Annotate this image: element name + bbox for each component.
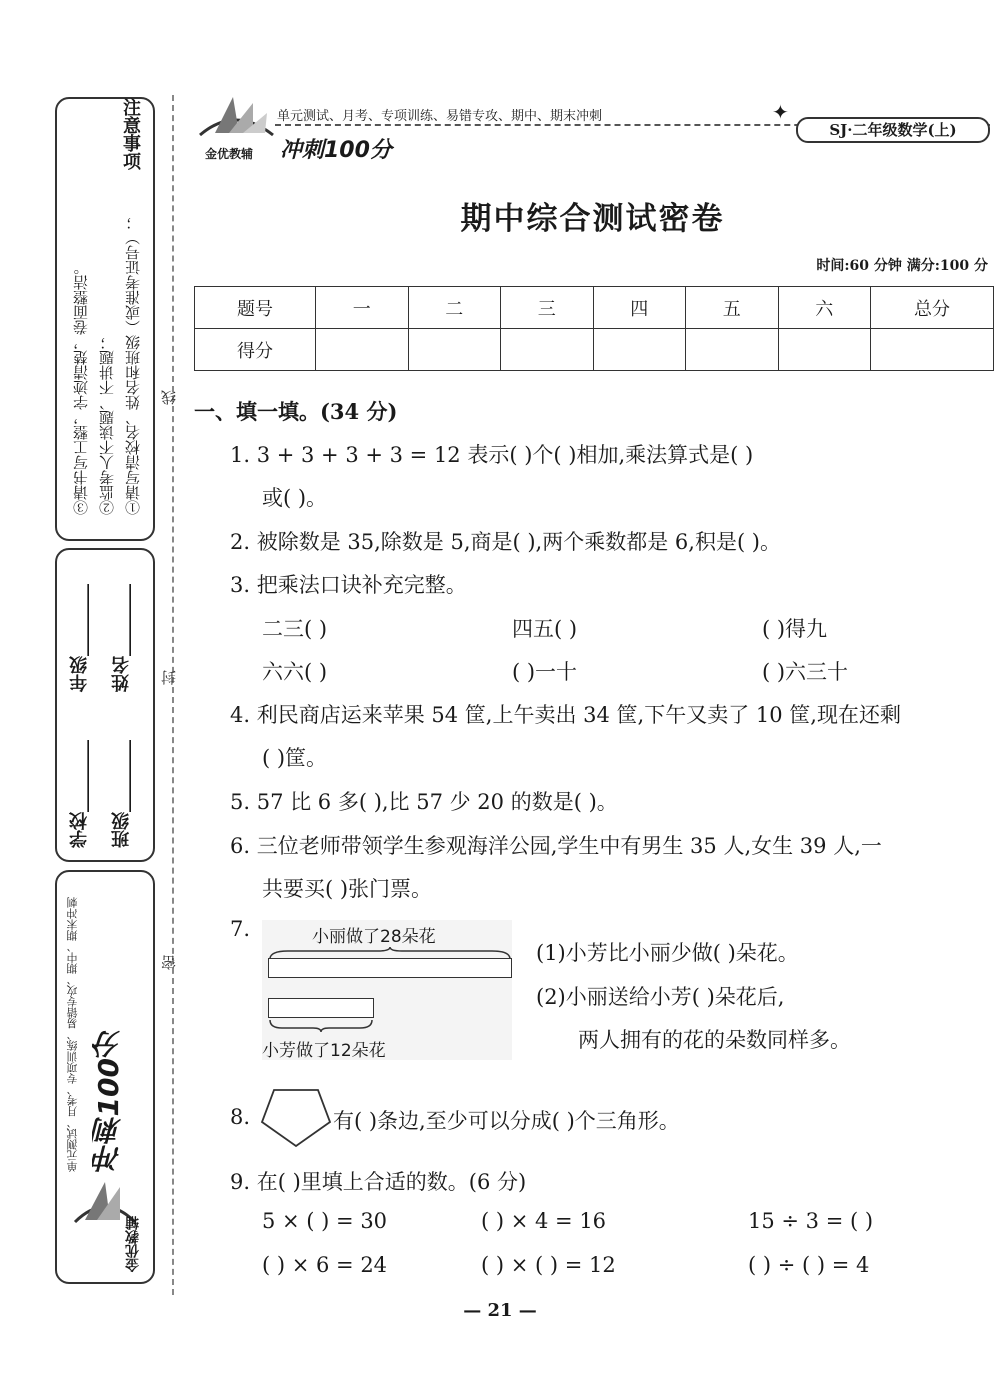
student-info-panel — [55, 548, 155, 862]
cut-word-line: 线 — [160, 390, 178, 405]
cut-word-seal: 封 — [160, 670, 178, 685]
score-table — [194, 286, 994, 371]
score-header-cell: 四 — [593, 287, 686, 329]
score-value-row — [195, 329, 994, 371]
q7-part-3: 两人拥有的花的朵数同样多。 — [578, 1028, 851, 1052]
question-1-line-1: 1. 3 + 3 + 3 + 3 = 12 表示( )个( )相加,乘法算式是( ) — [230, 443, 754, 467]
score-cell[interactable] — [778, 329, 871, 371]
q7-bar-xiaoli — [268, 958, 512, 978]
q9-item: 15 ÷ 3 = ( ) — [748, 1209, 874, 1233]
sparkle-icon: ✦ — [772, 100, 789, 124]
question-2: 2. 被除数是 35,除数是 5,商是( ),两个乘数都是 6,积是( )。 — [230, 530, 782, 554]
q9-item: 5 × ( ) = 30 — [262, 1209, 388, 1233]
score-cell[interactable] — [316, 329, 409, 371]
question-1-line-2: 或( )。 — [262, 486, 328, 510]
name-field: 姓名________ — [111, 584, 132, 692]
ad-brand: 冲刺100分 — [92, 1029, 125, 1172]
question-9: 9. 在( )里填上合适的数。(6 分) — [230, 1170, 527, 1194]
q7-brace-bottom — [268, 1017, 374, 1036]
grade-label: 年级 — [69, 656, 90, 692]
cut-line — [172, 95, 174, 1295]
q9-item: ( ) × 4 = 16 — [481, 1209, 607, 1233]
notice-line-1: ①请写清校名、姓名和班级（或准考证号）； — [124, 215, 142, 515]
notice-lines — [60, 105, 150, 525]
score-header-cell: 题号 — [195, 287, 316, 329]
ad-panel — [55, 870, 155, 1284]
class-label: 班级 — [111, 812, 132, 848]
score-row-label: 得分 — [195, 329, 316, 371]
question-3: 3. 把乘法口诀补充完整。 — [230, 573, 467, 597]
score-cell[interactable] — [686, 329, 779, 371]
subject-badge: SJ·二年级数学(上) — [796, 117, 990, 143]
q7-part-1: (1)小芳比小丽少做( )朵花。 — [536, 941, 799, 965]
q3-item: ( )一十 — [512, 660, 578, 684]
q9-item: ( ) ÷ ( ) = 4 — [748, 1253, 870, 1277]
header-brand: 冲刺100分 — [280, 138, 392, 163]
notice-line-3: ③请书写工整，字迹清楚，卷面整洁。 — [72, 260, 90, 515]
question-6-line-2: 共要买( )张门票。 — [262, 877, 433, 901]
grade-field: 年级________ — [69, 584, 90, 692]
question-8-number: 8. — [230, 1105, 251, 1129]
q3-item: ( )得九 — [762, 617, 828, 641]
question-7-number: 7. — [230, 917, 251, 941]
question-4-line-2: ( )筐。 — [262, 746, 328, 770]
class-field: 班级________ — [111, 740, 132, 848]
q7-diagram — [262, 920, 512, 1060]
logo-icon — [195, 95, 275, 150]
q3-item: 四五( ) — [512, 617, 578, 641]
score-header-cell: 六 — [778, 287, 871, 329]
q3-item: 二三( ) — [262, 617, 328, 641]
score-cell[interactable] — [501, 329, 594, 371]
notice-title: 注意事项 — [120, 98, 141, 170]
score-header-cell: 总分 — [871, 287, 994, 329]
score-cell[interactable] — [593, 329, 686, 371]
pentagon-icon — [260, 1088, 332, 1152]
school-field: 学校________ — [69, 740, 90, 848]
exam-meta: 时间:60 分钟 满分:100 分 — [816, 258, 988, 274]
page-number: — 21 — — [463, 1300, 537, 1321]
q9-item: ( ) × 6 = 24 — [262, 1253, 388, 1277]
q7-label-top: 小丽做了28朵花 — [312, 927, 436, 947]
school-label: 学校 — [69, 812, 90, 848]
score-header-cell: 五 — [686, 287, 779, 329]
question-5: 5. 57 比 6 多( ),比 57 少 20 的数是( )。 — [230, 790, 618, 814]
question-4-line-1: 4. 利民商店运来苹果 54 筐,上午卖出 34 筐,下午又卖了 10 筐,现在还剩 — [230, 703, 901, 727]
logo-text: 金优教辅 — [205, 147, 254, 161]
q7-part-2: (2)小丽送给小芳( )朵花后, — [536, 985, 785, 1009]
score-cell[interactable] — [408, 329, 501, 371]
score-header-cell: 二 — [408, 287, 501, 329]
header-tagline: 单元测试、月考、专项训练、易错专攻、期中、期末冲刺 — [277, 109, 603, 124]
q3-item: 六六( ) — [262, 660, 328, 684]
name-label: 姓名 — [111, 656, 132, 692]
score-cell[interactable] — [871, 329, 994, 371]
question-6-line-1: 6. 三位老师带领学生参观海洋公园,学生中有男生 35 人,女生 39 人,一 — [230, 834, 882, 858]
notice-line-2: ②监考人不读题、不讲题； — [98, 335, 116, 515]
cut-word-secret: 密 — [160, 955, 178, 970]
q7-label-bottom: 小芳做了12朵花 — [262, 1041, 386, 1061]
q7-bar-xiaofang — [268, 998, 374, 1018]
q9-item: ( ) × ( ) = 12 — [481, 1253, 616, 1277]
score-header-cell: 三 — [501, 287, 594, 329]
section-heading: 一、填一填。(34 分) — [194, 399, 398, 424]
score-header-row — [195, 287, 994, 329]
ad-line: 单元测试、月考、专项训练、易错专攻、期中、期末冲刺 — [66, 897, 79, 1172]
score-header-cell: 一 — [316, 287, 409, 329]
q3-item: ( )六三十 — [762, 660, 849, 684]
question-8-text: 有( )条边,至少可以分成( )个三角形。 — [333, 1109, 680, 1133]
ad-logo-text: 金优教辅 — [125, 1216, 141, 1272]
page-title: 期中综合测试密卷 — [460, 201, 725, 237]
